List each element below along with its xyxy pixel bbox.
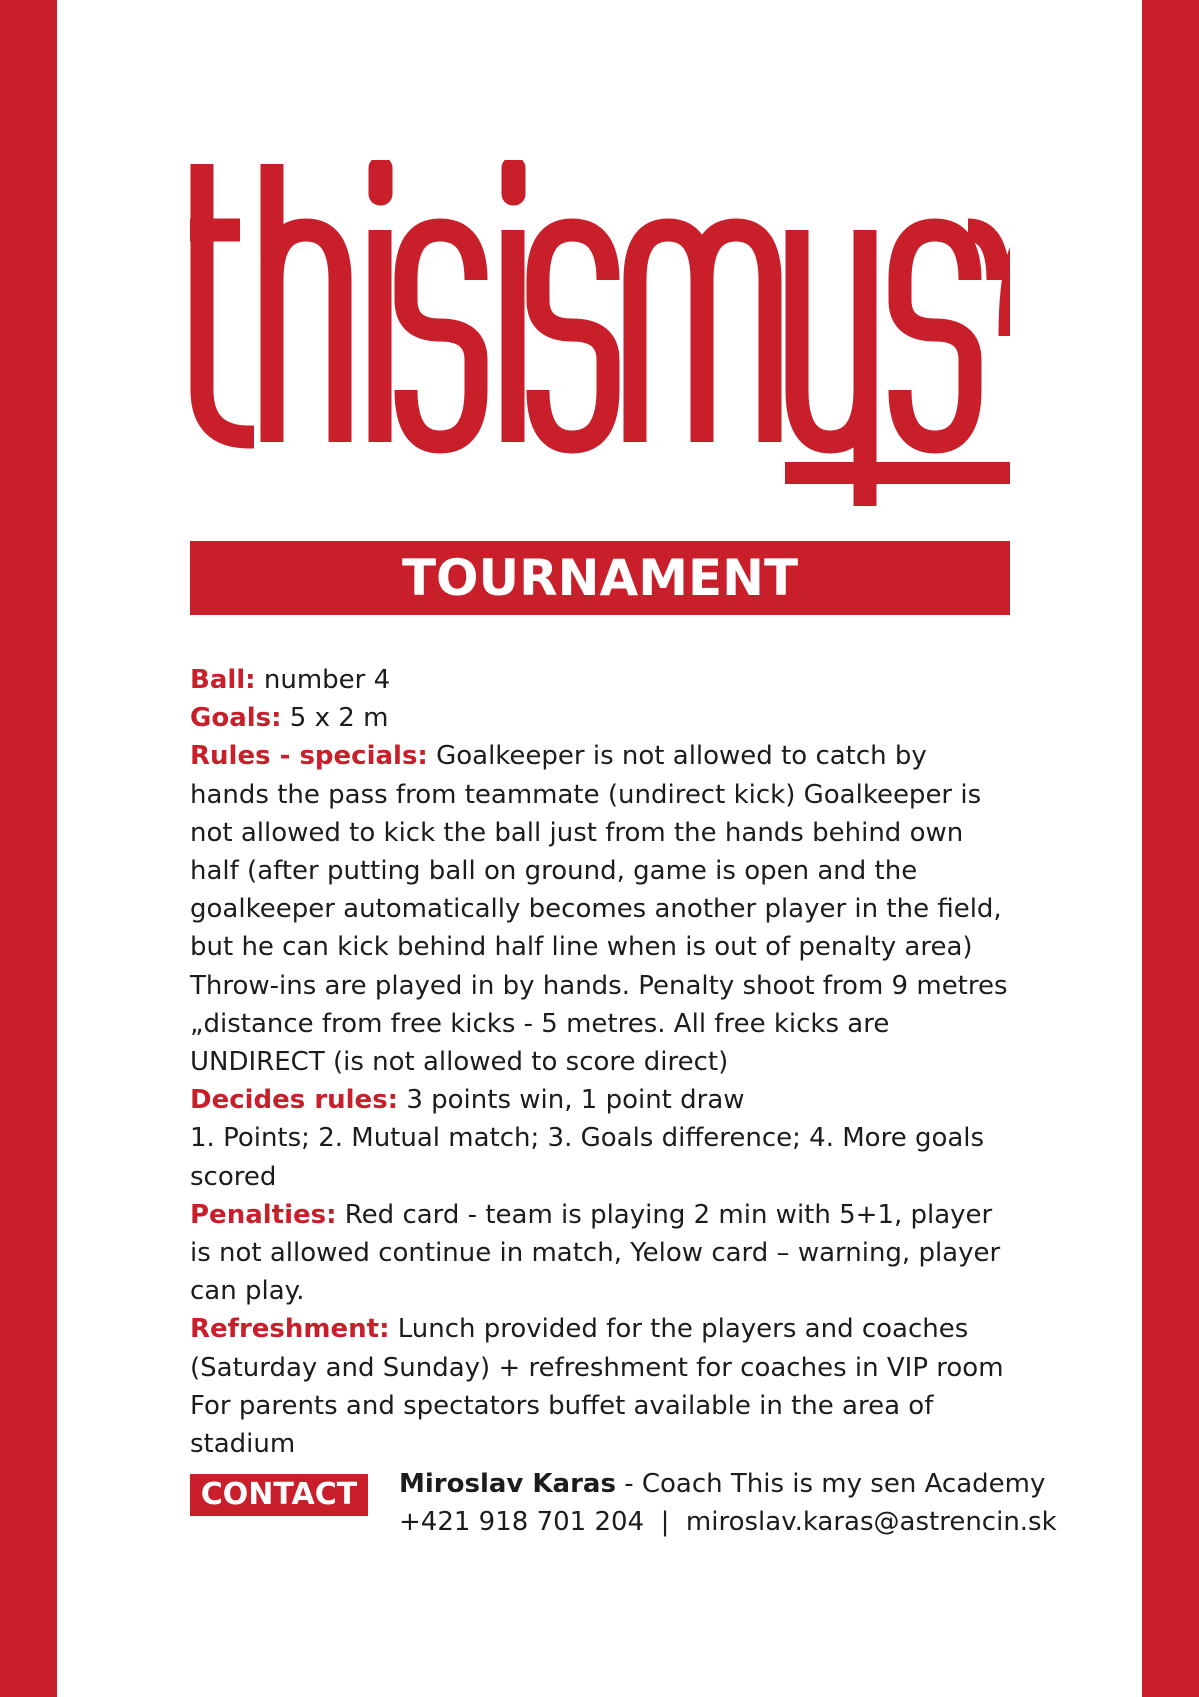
contact-role: - Coach This is my sen Academy xyxy=(615,1469,1046,1499)
penalties-line xyxy=(190,1196,1010,1311)
decides-order: 1. Points; 2. Mutual match; 3. Goals difference; 4. More goals scored xyxy=(190,1123,985,1192)
refreshment-label: Refreshment: xyxy=(190,1314,390,1345)
refreshment-extra: For parents and spectators buffet available in the area of stadium xyxy=(190,1390,934,1460)
contact-name-line xyxy=(399,1465,1046,1503)
propositions-body xyxy=(190,661,1010,1463)
ball-value: number 4 xyxy=(255,665,391,695)
contact-phone[interactable]: +421 918 701 204 xyxy=(399,1507,645,1537)
contact-details-line xyxy=(399,1503,1057,1541)
left-red-stripe xyxy=(0,0,57,1697)
decides-line xyxy=(190,1081,1010,1119)
rules-label: Rules - specials: xyxy=(190,741,428,772)
contact-info xyxy=(399,1465,1057,1541)
contact-badge: CONTACT xyxy=(190,1474,368,1516)
rules-line xyxy=(190,737,1010,1081)
thisismysen-logo xyxy=(190,160,1010,520)
contact-email[interactable]: miroslav.karas@astrencin.sk xyxy=(685,1507,1057,1537)
refreshment-value: Lunch provided for the players and coaches (Saturday and Sunday) + refreshment for coaches in VIP room xyxy=(190,1314,1004,1383)
contact-separator: | xyxy=(644,1507,686,1537)
goals-value: 5 x 2 m xyxy=(281,703,389,734)
contact-name: Miroslav Karas xyxy=(399,1469,616,1499)
goals-label: Goals: xyxy=(190,703,282,734)
ball-label: Ball: xyxy=(190,665,256,695)
penalties-value: Red card - team is playing 2 min with 5+1, player is not allowed continue in match, Yelow card – warning, player can play. xyxy=(190,1199,1001,1307)
tournament-propositions-banner: TOURNAMENT PROPOSITIONS xyxy=(190,541,1010,615)
right-red-stripe xyxy=(1142,0,1199,1697)
refreshment-line xyxy=(190,1310,1010,1386)
decides-value: 3 points win, 1 point draw xyxy=(398,1085,745,1116)
rules-value: Goalkeeper is not allowed to catch by hands the pass from teammate (undirect kick) Goalkeeper is not allowed to kick the ball just from the hands behind own half (after putting ball on ground, game is open and the goalkeeper automatically becomes another player in the field, but he can kick behind half line when is out of penalty area) Throw-ins are played in by hands. Penalty shoot from 9 metres „distance from free kicks - 5 metres. All free kicks are UNDIRECT (is not allowed to score direct) xyxy=(190,741,1008,1078)
penalties-label: Penalties: xyxy=(190,1199,337,1230)
ball-line xyxy=(190,661,1010,699)
decides-label: Decides rules: xyxy=(190,1085,399,1116)
goals-line xyxy=(190,699,1010,737)
